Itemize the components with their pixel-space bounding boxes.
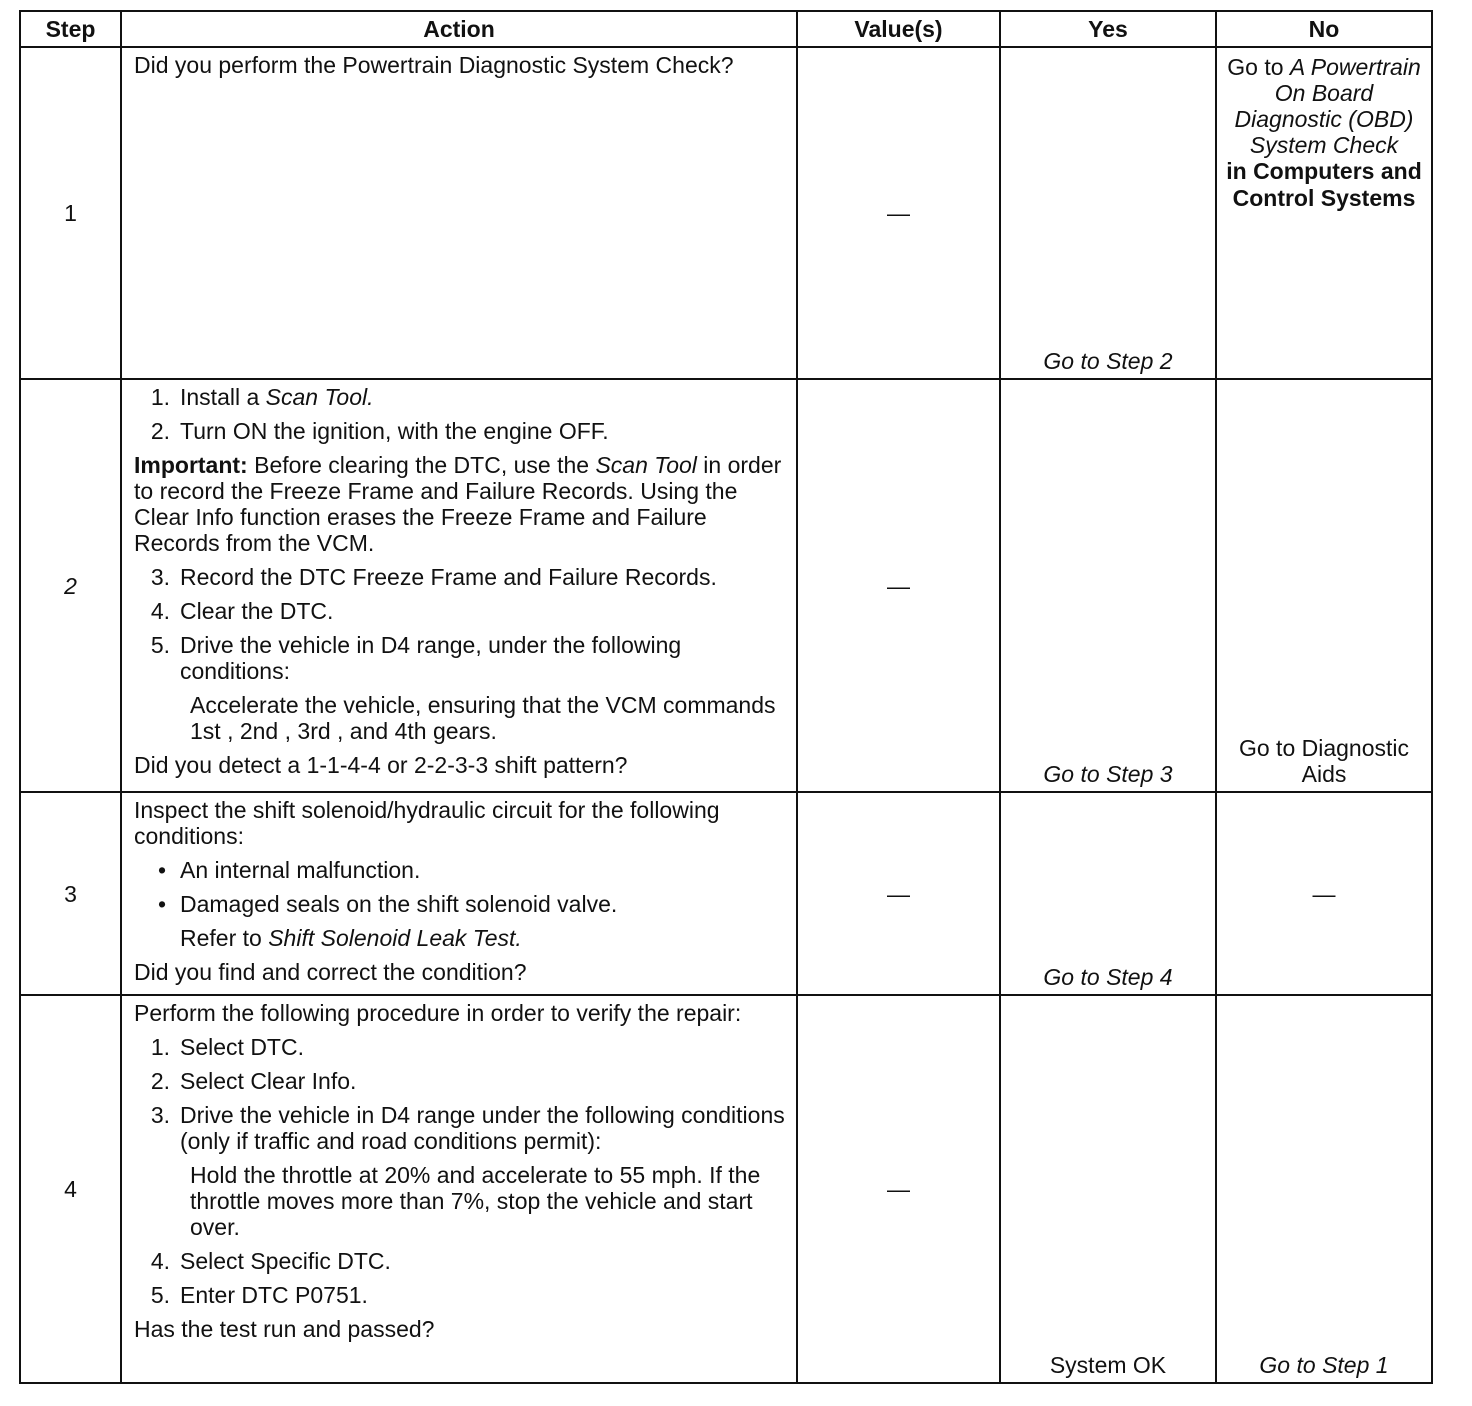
header-yes: Yes [1000, 11, 1216, 47]
yes-cell[interactable] [1000, 792, 1216, 995]
list-number: 2. [150, 418, 170, 444]
sub-text: Accelerate the vehicle, ensuring that the VCM commands 1st , 2nd , 3rd , and 4th gears. [190, 692, 776, 744]
value-cell: — [797, 995, 1000, 1383]
action-question: Did you find and correct the condition? [134, 959, 527, 985]
table-row-step-1 [20, 47, 1432, 379]
list-number: 5. [150, 632, 170, 658]
yes-result: System OK [1049, 1352, 1167, 1378]
important-text: Before clearing the DTC, use the [247, 452, 596, 478]
action-question: Has the test run and passed? [134, 1316, 435, 1342]
step-number: 3 [20, 792, 121, 995]
header-values: Value(s) [797, 11, 1000, 47]
diagnostic-table [19, 10, 1433, 1384]
yes-cell[interactable] [1000, 379, 1216, 792]
list-text: Install a [180, 384, 266, 410]
action-question: Did you perform the Powertrain Diagnostic System Check? [134, 52, 734, 78]
step-number: 1 [20, 47, 121, 379]
header-step: Step [20, 11, 121, 47]
yes-cell[interactable] [1000, 47, 1216, 379]
scan-tool-link: Scan Tool. [265, 384, 374, 410]
list-item [134, 598, 786, 624]
action-question: Did you detect a 1-1-4-4 or 2-2-3-3 shift pattern? [134, 752, 628, 778]
list-text: Select Specific DTC. [180, 1248, 391, 1274]
list-text: Select Clear Info. [180, 1068, 357, 1094]
action-cell [121, 47, 797, 379]
list-number: 4. [150, 1248, 170, 1274]
important-text: in order to record the Freeze Frame and Failure Records. Using the Clear Info function erases the Freeze Frame and Failure Records from the VCM. [134, 452, 782, 556]
list-text: Turn ON the ignition, with the engine OFF. [180, 418, 609, 444]
list-number: 3. [150, 1102, 170, 1128]
list-text: Select DTC. [180, 1034, 304, 1060]
list-item [134, 418, 786, 444]
scan-tool-link: Scan Tool [595, 452, 697, 478]
list-number: 5. [150, 1282, 170, 1308]
value-cell: — [797, 379, 1000, 792]
no-cell[interactable] [1216, 995, 1432, 1383]
list-item [134, 1034, 786, 1060]
bullet-item [158, 891, 786, 917]
refer-text [180, 925, 786, 951]
header-action: Action [121, 11, 797, 47]
table-row-step-3 [20, 792, 1432, 995]
step-number: 4 [20, 995, 121, 1383]
sub-text: Hold the throttle at 20% and accelerate to 55 mph. If the throttle moves more than 7%, stop the vehicle and start over. [190, 1162, 761, 1240]
step-number: 2 [20, 379, 121, 792]
action-cell [121, 792, 797, 995]
refer-link[interactable]: Shift Solenoid Leak Test. [268, 925, 522, 951]
yes-link[interactable]: Go to Step 3 [1043, 761, 1173, 787]
list-item [134, 564, 786, 590]
action-cell [121, 995, 797, 1383]
list-number: 2. [150, 1068, 170, 1094]
important-label: Important: [134, 452, 248, 478]
header-no: No [1216, 11, 1432, 47]
table-header-row [20, 11, 1432, 47]
list-number: 4. [150, 598, 170, 624]
list-text: Enter DTC P0751. [180, 1282, 368, 1308]
list-number: 1. [150, 1034, 170, 1060]
table-row-step-4 [20, 995, 1432, 1383]
list-number: 1. [150, 384, 170, 410]
list-text: Drive the vehicle in D4 range under the following conditions (only if traffic and road conditions permit): [180, 1102, 785, 1154]
no-cell[interactable] [1216, 379, 1432, 792]
no-cell[interactable] [1216, 47, 1432, 379]
no-prefix: Go to [1227, 54, 1290, 80]
yes-link[interactable]: Go to Step 4 [1043, 964, 1173, 990]
yes-cell [1000, 995, 1216, 1383]
table-row-step-2 [20, 379, 1432, 792]
list-text: Clear the DTC. [180, 598, 334, 624]
important-note [134, 452, 786, 556]
bullet-text: An internal malfunction. [180, 857, 421, 883]
list-text: Record the DTC Freeze Frame and Failure Records. [180, 564, 717, 590]
no-link[interactable]: A Powertrain On Board Diagnostic (OBD) System Check [1234, 54, 1421, 158]
list-item [134, 384, 786, 410]
action-intro: Perform the following procedure in order to verify the repair: [134, 1000, 742, 1026]
bullet-icon: • [158, 891, 167, 917]
refer-prefix: Refer to [180, 925, 269, 951]
bullet-item [158, 857, 786, 883]
list-item [134, 1102, 786, 1154]
no-link[interactable]: Go to Step 1 [1259, 1352, 1389, 1378]
list-text: Drive the vehicle in D4 range, under the following conditions: [180, 632, 682, 684]
value-cell: — [797, 47, 1000, 379]
list-item [134, 1282, 786, 1308]
bullet-icon: • [158, 857, 167, 883]
no-link[interactable]: Go to Diagnostic Aids [1238, 735, 1410, 787]
list-item [134, 1068, 786, 1094]
bullet-text: Damaged seals on the shift solenoid valve. [180, 891, 618, 917]
list-item [134, 1248, 786, 1274]
action-intro: Inspect the shift solenoid/hydraulic circuit for the following conditions: [134, 797, 720, 849]
action-cell [121, 379, 797, 792]
value-cell: — [797, 792, 1000, 995]
no-suffix: in Computers and Control Systems [1226, 158, 1422, 211]
list-number: 3. [150, 564, 170, 590]
yes-link[interactable]: Go to Step 2 [1043, 348, 1173, 374]
no-cell: — [1216, 792, 1432, 995]
list-item [134, 632, 786, 684]
